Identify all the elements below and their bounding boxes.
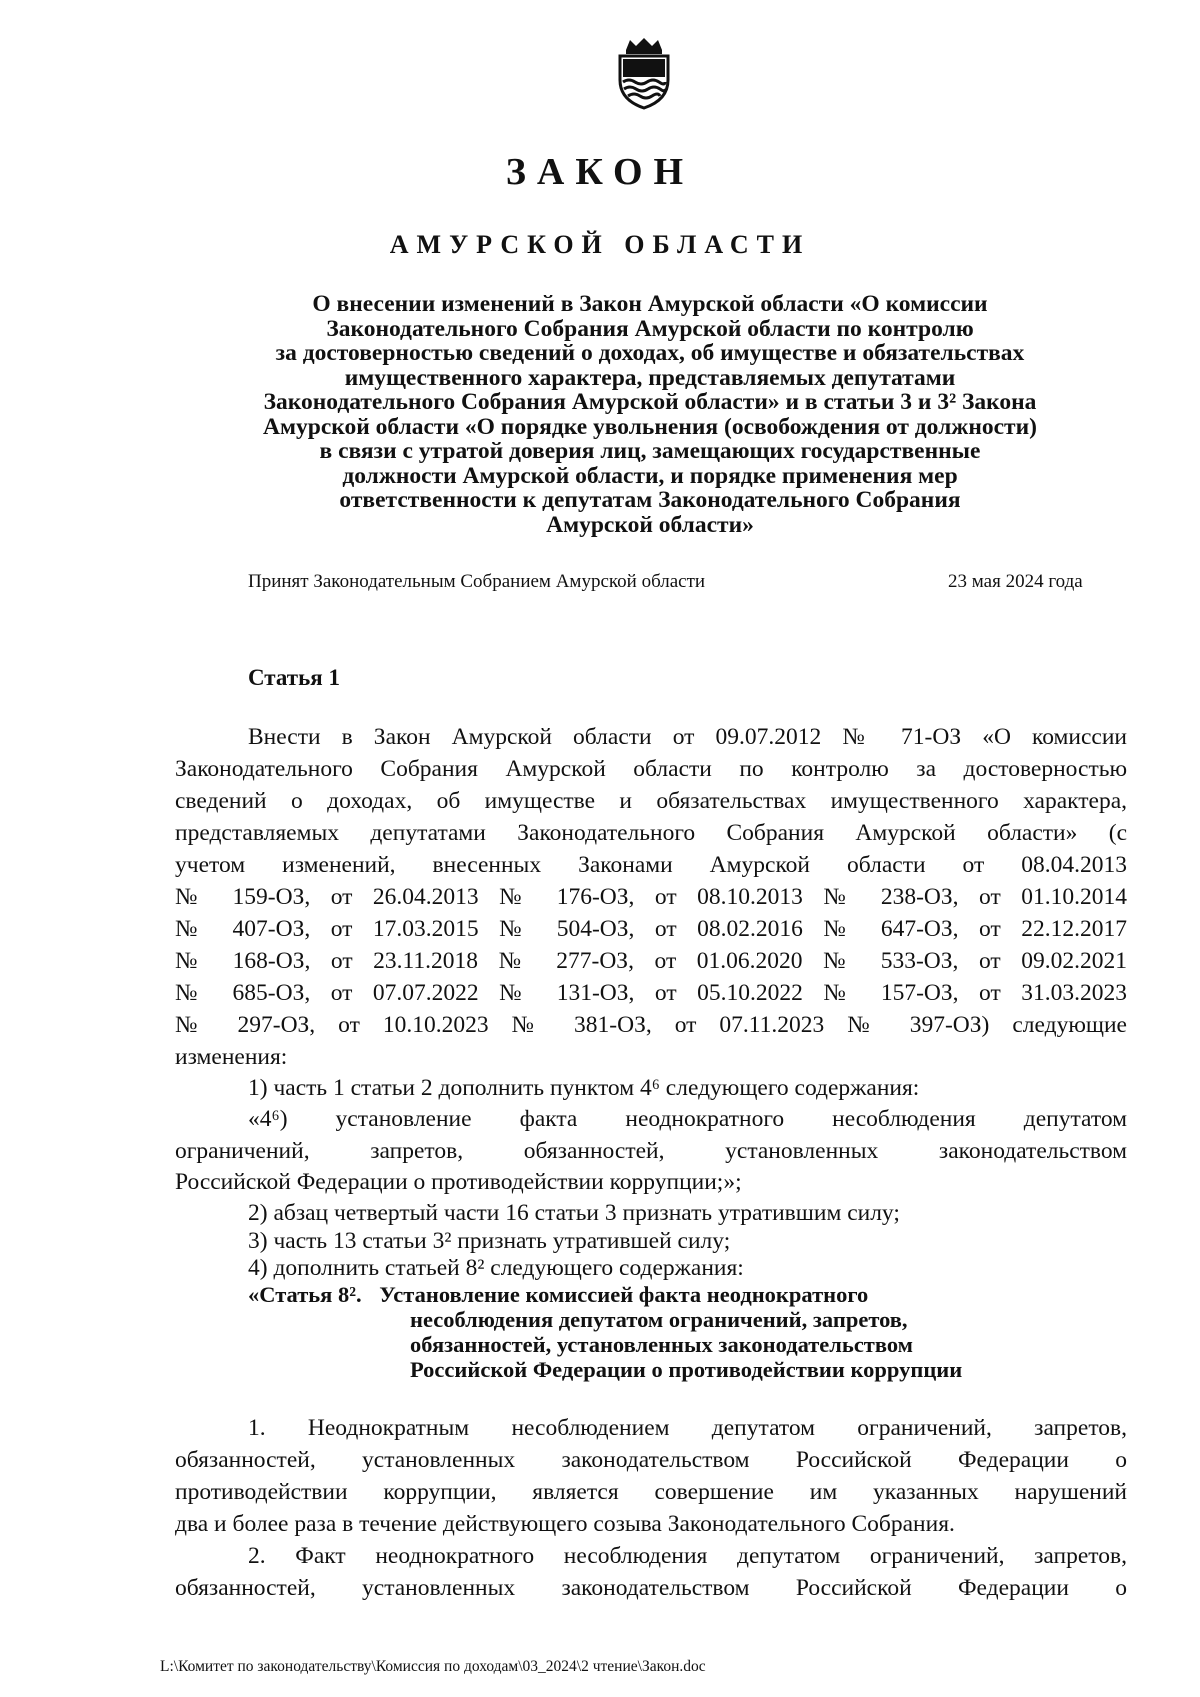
law-subject-line: О внесении изменений в Закон Амурской области «О комиссии <box>312 291 988 317</box>
adoption-date: 23 мая 2024 года <box>948 571 1083 592</box>
article-body-line: обязанностей, установленных законодательством Российской Федерации о <box>175 1447 1127 1473</box>
law-subject-line: Амурской области» <box>546 511 754 538</box>
law-subject-line: Законодательного Собрания Амурской области» и в статьи 3 и 3² Закона <box>263 389 1037 415</box>
intro-line: сведений о доходах, об имуществе и обязательствах имущественного характера, <box>175 788 1127 814</box>
law-subject-line: Законодательного Собрания Амурской области по контролю <box>326 315 974 342</box>
new-article-heading <box>248 1282 962 1382</box>
new-article-label: «Статья 8². <box>248 1282 362 1307</box>
article-body-line: противодействии коррупции, является совершение им указанных нарушений <box>175 1479 1127 1505</box>
amendment-item: 1) часть 1 статьи 2 дополнить пунктом 4⁶ следующего содержания: <box>248 1075 920 1101</box>
law-subject-line: должности Амурской области, и порядке применения мер <box>342 462 958 489</box>
intro-line: изменения: <box>175 1044 288 1070</box>
region-name: АМУРСКОЙ ОБЛАСТИ <box>389 230 811 259</box>
law-subject-line: в связи с утратой доверия лиц, замещающих государственные <box>319 438 981 464</box>
article-1-title: Статья 1 <box>248 665 340 690</box>
law-subject-line: за достоверностью сведений о доходах, об имуществе и обязательствах <box>275 340 1025 366</box>
law-subject-line: ответственности к депутатам Законодательного Собрания <box>339 487 961 513</box>
new-article-title-line: несоблюдения депутатом ограничений, запретов, <box>410 1307 908 1332</box>
law-subject-line: Амурской области «О порядке увольнения (освобождения от должности) <box>263 413 1037 440</box>
intro-line: № 297-ОЗ, от 10.10.2023 № 381-ОЗ, от 07.11.2023 № 397-ОЗ) следующие <box>175 1012 1127 1038</box>
law-subject-line: имущественного характера, представляемых депутатами <box>344 364 956 391</box>
intro-line: № 168-ОЗ, от 23.11.2018 № 277-ОЗ, от 01.06.2020 № 533-ОЗ, от 09.02.2021 <box>175 948 1127 974</box>
intro-line: № 685-ОЗ, от 07.07.2022 № 131-ОЗ, от 05.10.2022 № 157-ОЗ, от 31.03.2023 <box>175 980 1127 1006</box>
intro-line: № 159-ОЗ, от 26.04.2013 № 176-ОЗ, от 08.10.2013 № 238-ОЗ, от 01.10.2014 <box>175 884 1127 910</box>
law-subject <box>170 292 1130 537</box>
article-body-line: 1. Неоднократным несоблюдением депутатом ограничений, запретов, <box>248 1415 1127 1441</box>
new-article-title-line: Установление комиссией факта неоднократного <box>379 1282 869 1307</box>
amendment-item: Российской Федерации о противодействии коррупции;»; <box>175 1169 742 1195</box>
intro-line: № 407-ОЗ, от 17.03.2015 № 504-ОЗ, от 08.02.2016 № 647-ОЗ, от 22.12.2017 <box>175 916 1127 942</box>
amendment-item: 2) абзац четвертый части 16 статьи 3 признать утратившим силу; <box>248 1200 900 1226</box>
article-body-line: 2. Факт неоднократного несоблюдения депутатом ограничений, запретов, <box>248 1543 1127 1569</box>
amendment-item: 3) часть 13 статьи 3² признать утратившей силу; <box>248 1228 731 1254</box>
amendment-item: «4⁶) установление факта неоднократного несоблюдения депутатом <box>248 1106 1127 1132</box>
intro-line: Законодательного Собрания Амурской области по контролю за достоверностью <box>175 756 1127 782</box>
article-body-line: два и более раза в течение действующего созыва Законодательного Собрания. <box>175 1511 955 1537</box>
adoption-statement: Принят Законодательным Собранием Амурской области <box>248 571 706 592</box>
file-path-footer: L:\Комитет по законодательству\Комиссия по доходам\03_2024\2 чтение\Закон.doc <box>160 1658 706 1675</box>
amendment-item: 4) дополнить статьей 8² следующего содержания: <box>248 1255 744 1281</box>
amur-oblast-coat-of-arms-icon <box>614 36 674 110</box>
amendment-item: ограничений, запретов, обязанностей, установленных законодательством <box>175 1138 1127 1164</box>
new-article-title-line: обязанностей, установленных законодательством <box>410 1332 913 1357</box>
intro-line: учетом изменений, внесенных Законами Амурской области от 08.04.2013 <box>175 852 1127 878</box>
law-title: ЗАКОН <box>505 151 695 193</box>
intro-line: Внести в Закон Амурской области от 09.07.2012 № 71-ОЗ «О комиссии <box>248 724 1127 750</box>
intro-line: представляемых депутатами Законодательного Собрания Амурской области» (с <box>175 820 1127 846</box>
new-article-title-line: Российской Федерации о противодействии коррупции <box>410 1357 963 1382</box>
article-body-line: обязанностей, установленных законодательством Российской Федерации о <box>175 1575 1127 1601</box>
